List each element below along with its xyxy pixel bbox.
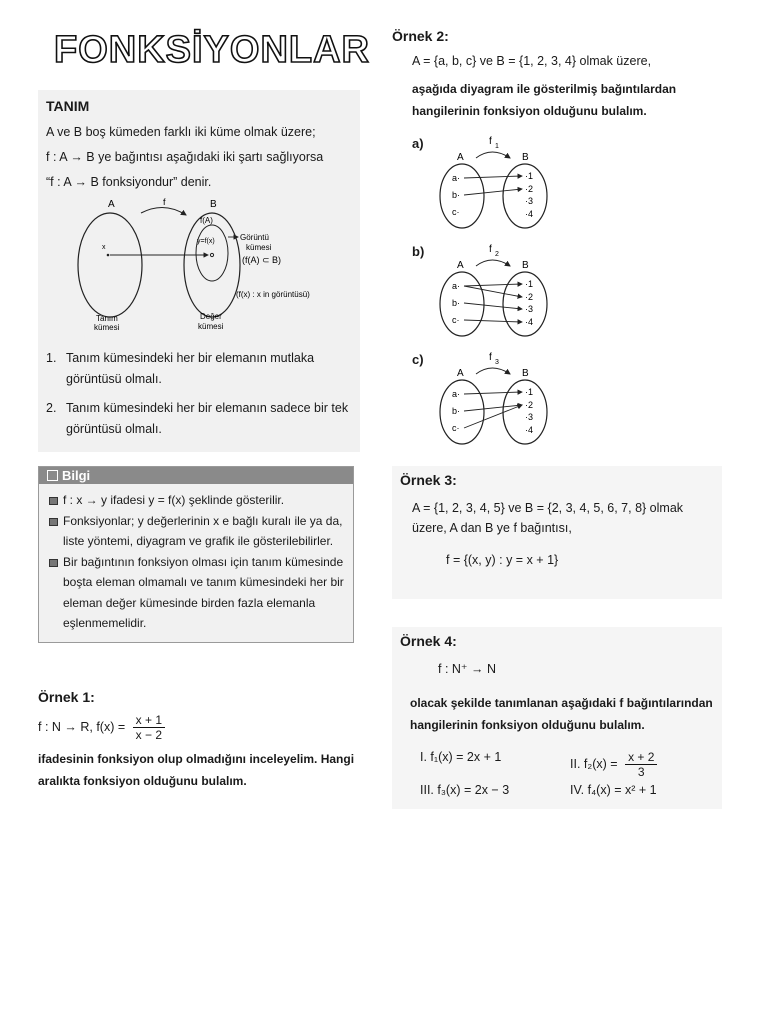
set-b-element: ·1	[525, 387, 534, 397]
mapping-arrow	[464, 320, 522, 322]
mapping-diagram-label: a)	[412, 136, 424, 151]
set-a-ellipse	[440, 164, 484, 228]
mapping-diagram-label: b)	[412, 244, 425, 259]
example-4-option-1: I. f₁(x) = 2x + 1	[420, 750, 502, 764]
info-item: f : x → y ifadesi y = f(x) şeklinde gösterilir.	[49, 490, 345, 511]
mapping-diagram-svg	[432, 352, 562, 456]
set-a-element: a·	[452, 389, 461, 399]
mapping-arrow	[464, 303, 522, 309]
set-a-element: c·	[452, 423, 460, 433]
diagram-fx-point	[210, 253, 213, 256]
domain-ellipse	[78, 213, 142, 317]
goruntu-label-1: Görüntü	[240, 233, 269, 242]
set-a-element: a·	[452, 281, 461, 291]
left-column	[38, 20, 370, 792]
mapping-diagram-svg	[432, 244, 562, 348]
example-4-function: f : N⁺ → N	[438, 662, 496, 676]
fx-note: (f(x) : x in görüntüsü)	[236, 290, 310, 299]
set-b-label: B	[522, 152, 529, 163]
example-1	[38, 689, 356, 792]
set-b-element: ·4	[525, 317, 534, 327]
function-name: f	[489, 244, 492, 255]
example-4	[392, 627, 722, 809]
definition-line-2: f : A → B ye bağıntısı aşağıdaki iki şartı sağlıyorsa	[46, 150, 324, 164]
set-b-label: B	[522, 260, 529, 271]
example-2-sets: A = {a, b, c} ve B = {1, 2, 3, 4} olmak üzere,	[412, 54, 652, 68]
function-definition-diagram	[46, 195, 352, 335]
goruntu-label-2: kümesi	[246, 243, 272, 252]
set-a-element: b·	[452, 190, 461, 200]
set-b-element: ·3	[525, 304, 534, 314]
set-b-element: ·1	[525, 279, 534, 289]
deger-label-2: kümesi	[198, 322, 224, 331]
set-b-element: ·3	[525, 196, 534, 206]
mapping-arrow	[464, 176, 522, 178]
function-arrow	[476, 368, 510, 374]
diagram-label-f: f	[163, 197, 166, 207]
bullet-square-icon	[49, 497, 58, 505]
diagram-label-yfx: y=f(x)	[197, 238, 215, 245]
mapping-arrow	[464, 189, 522, 195]
definition-heading: TANIM	[46, 98, 90, 114]
diagram-label-x: x	[102, 244, 106, 251]
set-a-element: b·	[452, 298, 461, 308]
goruntu-label-3: (f(A) ⊂ B)	[242, 255, 282, 265]
diagram-label-b: B	[210, 199, 217, 210]
set-a-label: A	[457, 152, 464, 163]
bullet-square-icon	[49, 518, 58, 526]
deger-label-1: Değer	[200, 312, 222, 321]
set-b-element: ·1	[525, 171, 534, 181]
diagram-f-arrow	[141, 207, 186, 215]
diagram-x-point	[107, 254, 110, 257]
tanim-label-1: Tanım	[96, 314, 118, 323]
mapping-diagram-1	[392, 136, 722, 240]
example-1-text: ifadesinin fonksiyon olup olmadığını inceleyelim. Hangi aralıkta fonksiyon olduğunu bulalım.	[38, 751, 355, 788]
example-3	[392, 466, 722, 599]
info-item: Fonksiyonlar; y değerlerinin x e bağlı kuralı ile ya da, liste yöntemi, diyagram ve grafik ile gösterilebilirler.	[49, 511, 345, 552]
mapping-diagram-3	[392, 352, 722, 456]
set-b-label: B	[522, 368, 529, 379]
example-4-title: Örnek 4:	[400, 633, 457, 649]
set-a-label: A	[457, 368, 464, 379]
example-2-question: aşağıda diyagram ile gösterilmiş bağıntılardan hangilerinin fonksiyon olduğunu bulalım.	[412, 82, 677, 118]
mapping-diagram-2	[392, 244, 722, 348]
example-3-title: Örnek 3:	[400, 472, 457, 488]
definition-box	[38, 90, 360, 452]
mapping-arrow	[464, 284, 522, 286]
function-subscript: 2	[495, 251, 499, 258]
example-4-option-4: IV. f₄(x) = x² + 1	[570, 783, 657, 797]
diagram-label-a: A	[108, 199, 115, 210]
example-4-option-3: III. f₃(x) = 2x − 3	[420, 783, 510, 797]
set-b-element: ·4	[525, 425, 534, 435]
tanim-label-2: kümesi	[94, 323, 120, 332]
set-a-element: c·	[452, 315, 460, 325]
example-2-diagrams	[392, 136, 722, 456]
info-heading: Bilgi	[39, 467, 353, 484]
info-box	[38, 466, 354, 643]
set-a-ellipse	[440, 380, 484, 444]
example-3-formula: f = {(x, y) : y = x + 1}	[446, 553, 559, 567]
mapping-arrow	[464, 392, 522, 394]
mapping-diagram-svg	[432, 136, 562, 240]
example-1-function: f : N → R, f(x) = $\frac{x + 1}{x - 2}$	[38, 713, 356, 742]
set-b-element: ·4	[525, 209, 534, 219]
mapping-arrow	[464, 286, 522, 297]
definition-line-3: “f : A → B fonksiyondur” denir.	[46, 175, 212, 189]
function-name: f	[489, 352, 492, 363]
page-title: FONKSİYONLAR	[54, 29, 370, 71]
function-name: f	[489, 136, 492, 147]
info-item: Bir bağıntının fonksiyon olması için tanım kümesinde boşta eleman olmamalı ve tanım kümesindeki her bir eleman değer kümesinde birden fazla elemanla eşlenmemelidir.	[49, 552, 345, 634]
set-b-element: ·3	[525, 412, 534, 422]
condition-item-2: 2. Tanım kümesindeki her bir elemanın sadece bir tek görüntüsü olmalı.	[46, 401, 349, 436]
codomain-ellipse	[184, 213, 240, 317]
example-2	[392, 28, 722, 456]
set-a-label: A	[457, 260, 464, 271]
example-4-text: olacak şekilde tanımlanan aşağıdaki f bağıntılarından hangilerinin fonksiyon olduğunu bulalım.	[410, 696, 713, 732]
example-4-option-2: II. f₂(x) = $\frac{x + 2}{3}$	[570, 750, 657, 779]
set-a-element: b·	[452, 406, 461, 416]
set-a-element: c·	[452, 207, 460, 217]
mapping-diagram-label: c)	[412, 352, 424, 367]
example-1-title: Örnek 1:	[38, 688, 95, 705]
function-arrow	[476, 152, 510, 158]
set-b-element: ·2	[525, 184, 534, 194]
example-3-text: A = {1, 2, 3, 4, 5} ve B = {2, 3, 4, 5, 6, 7, 8} olmak üzere, A dan B ye f bağıntısı,	[412, 501, 684, 535]
bullet-square-icon	[49, 559, 58, 567]
set-a-element: a·	[452, 173, 461, 183]
example-2-title: Örnek 2:	[392, 28, 449, 44]
right-column	[392, 20, 722, 809]
function-arrow	[476, 260, 510, 266]
set-b-element: ·2	[525, 400, 534, 410]
diagram-label-fa: f(A)	[200, 216, 213, 225]
function-subscript: 1	[495, 143, 499, 150]
function-subscript: 3	[495, 359, 499, 366]
set-b-element: ·2	[525, 292, 534, 302]
condition-item-1: 1. Tanım kümesindeki her bir elemanın mutlaka görüntüsü olmalı.	[46, 351, 315, 386]
definition-line-1: A ve B boş kümeden farklı iki küme olmak üzere;	[46, 125, 316, 139]
info-square-icon	[47, 470, 58, 481]
